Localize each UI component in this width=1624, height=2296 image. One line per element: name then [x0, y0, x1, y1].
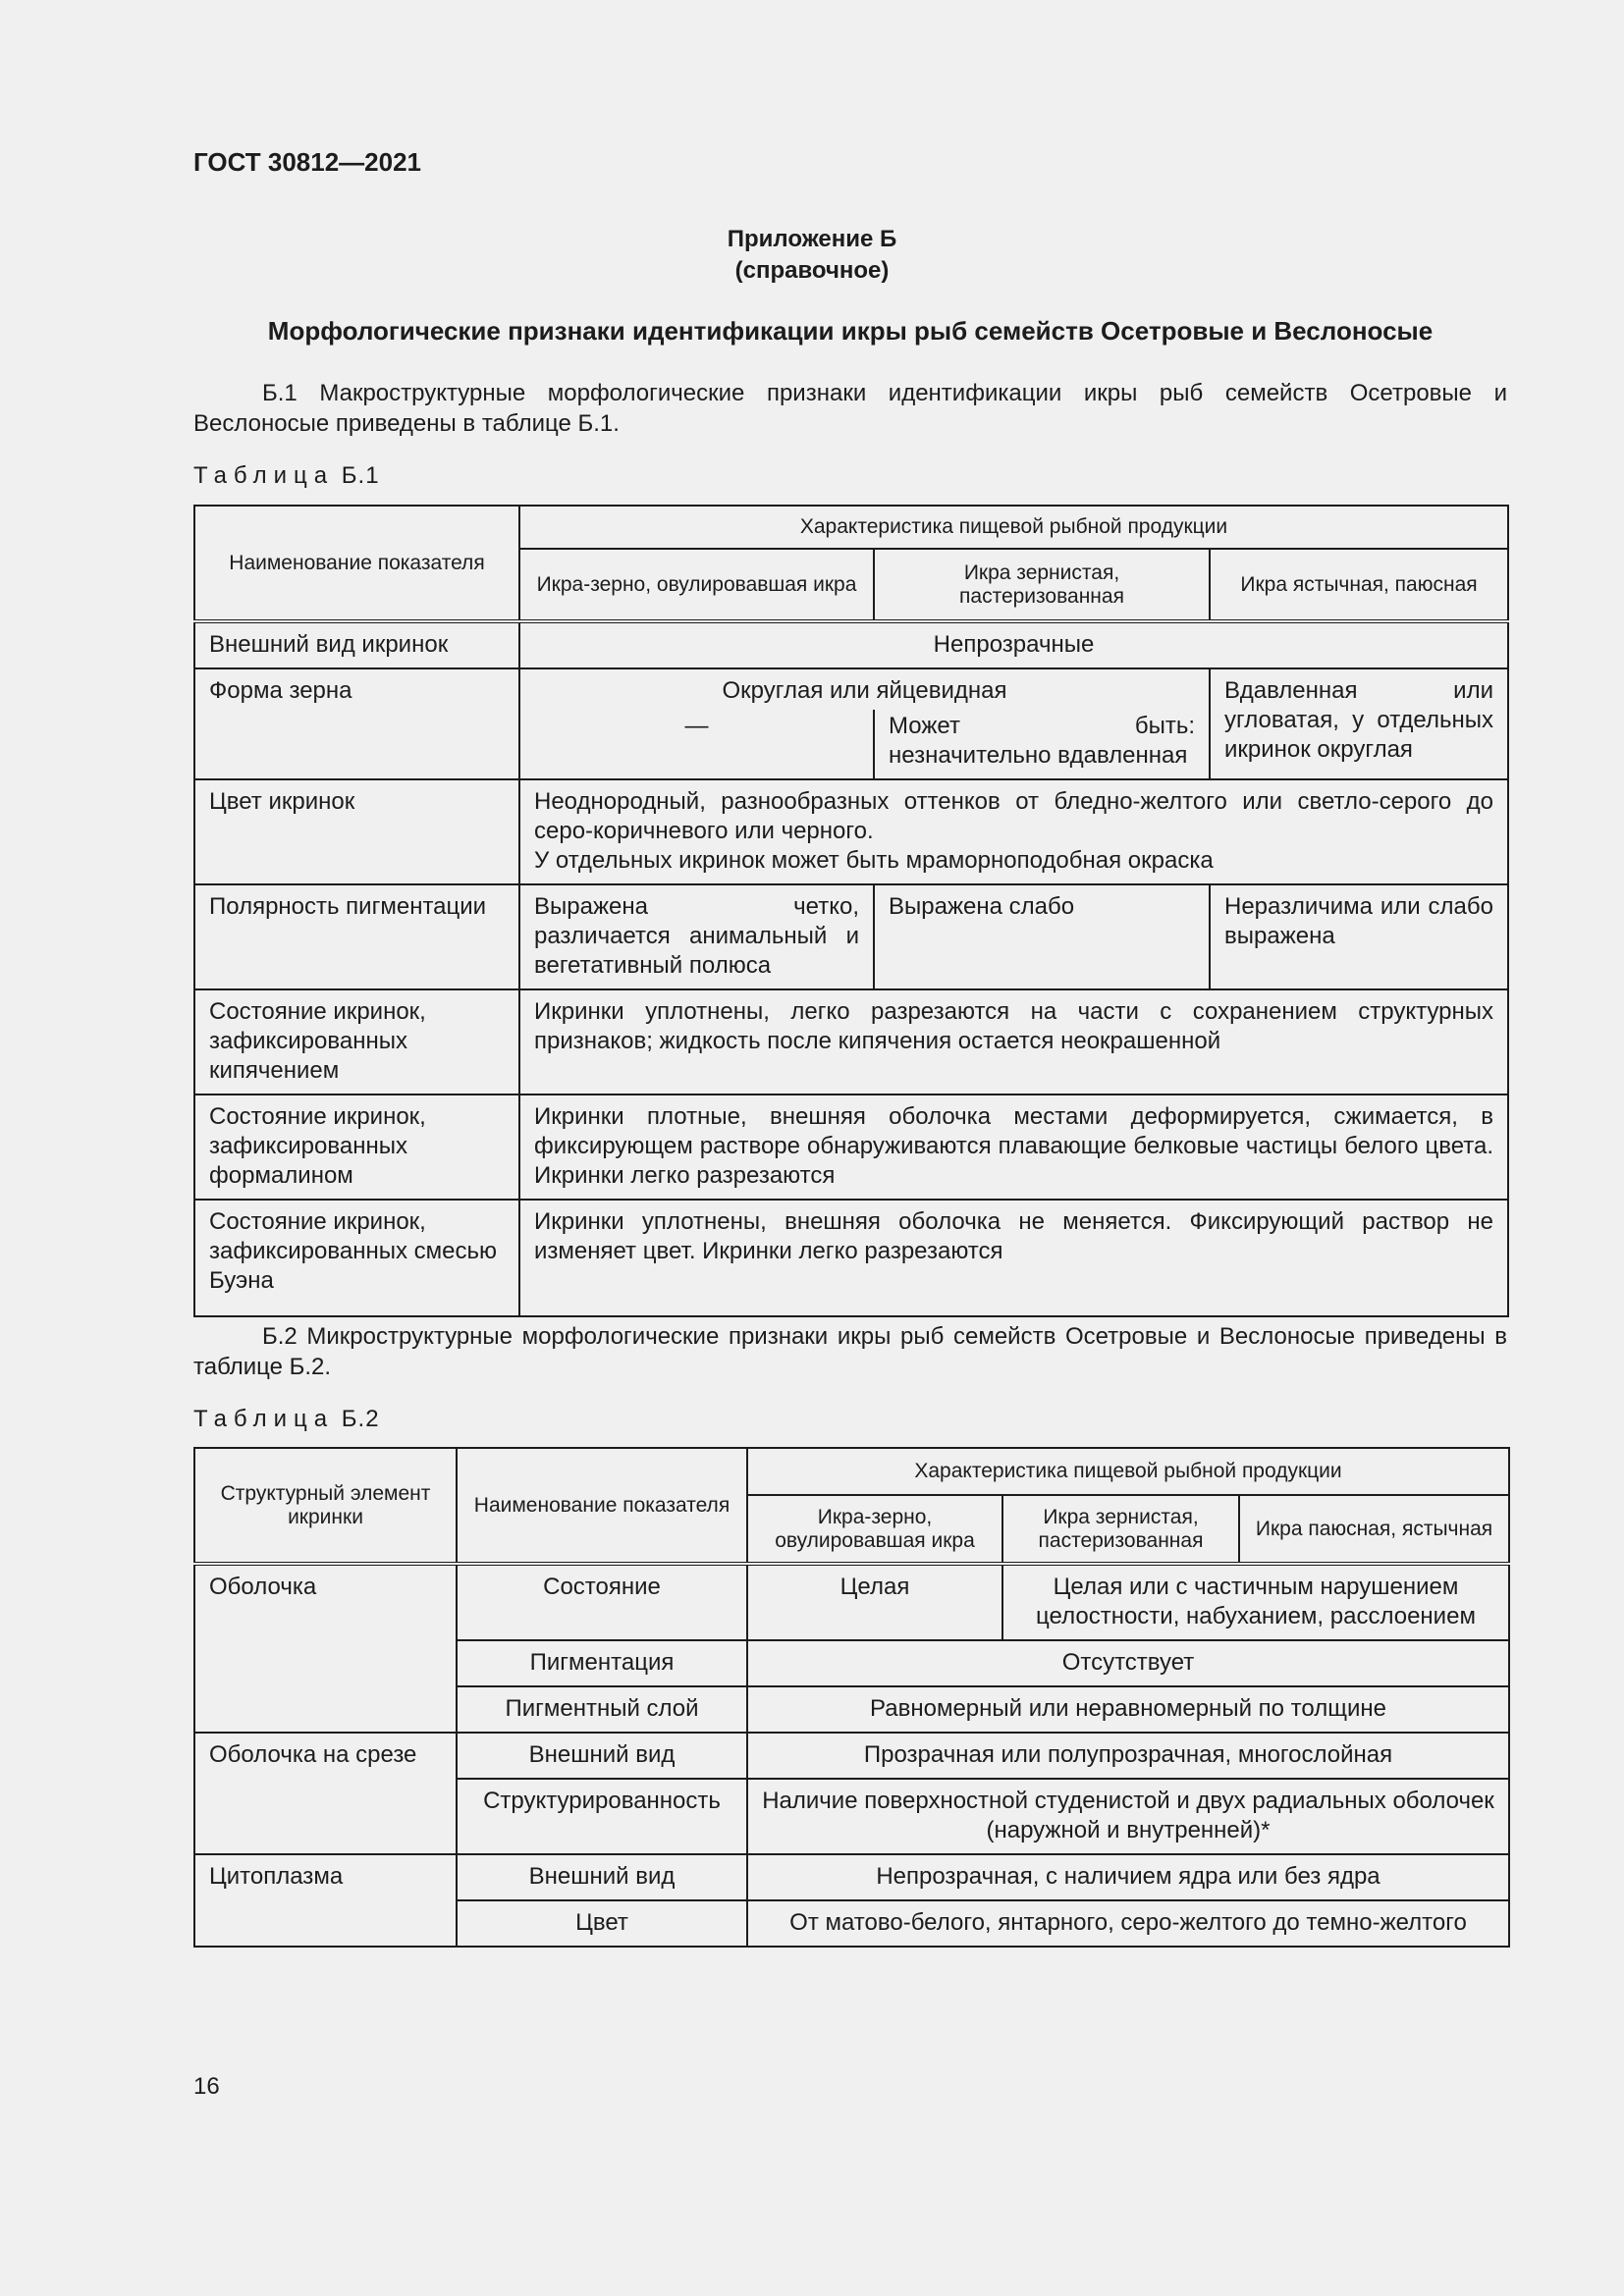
t1-row6-name: Состояние икринок, зафиксированных формалином	[194, 1095, 519, 1200]
t2-row5-indicator: Структурированность	[457, 1779, 747, 1854]
table-row	[194, 1200, 1508, 1316]
table-row	[194, 1095, 1508, 1200]
table-row	[194, 621, 1508, 668]
t2-row3-indicator: Пигментный слой	[457, 1686, 747, 1733]
t1-head-col2: Икра зернистая, пастеризованная	[874, 549, 1210, 621]
table-row	[194, 989, 1508, 1095]
t1-row4-col3: Неразличима или слабо выражена	[1210, 884, 1508, 989]
t1-row3-line1: Неоднородный, разнообразных оттенков от бледно-желтого или светло-серого до серо-коричневого или черного.	[534, 788, 1493, 844]
t2-row7-indicator: Цвет	[457, 1900, 747, 1947]
t1-row3-value	[519, 779, 1508, 884]
table1-caption-word: Таблица	[193, 462, 335, 489]
t2-row6-indicator: Внешний вид	[457, 1854, 747, 1900]
t2-head-indicator: Наименование показателя	[457, 1448, 747, 1564]
t1-row5-name: Состояние икринок, зафиксированных кипячением	[194, 989, 519, 1095]
table2-caption	[193, 1406, 380, 1433]
t1-row5-value: Икринки уплотнены, легко разрезаются на части с сохранением структурных признаков; жидкость после кипячения остается неокрашенной	[519, 989, 1508, 1095]
t1-row2-name: Форма зерна	[194, 668, 519, 779]
paragraph-b1: Б.1 Макроструктурные морфологические признаки идентификации икры рыб семейств Осетровые и Веслоносые приведены в таблице Б.1.	[193, 380, 1507, 437]
table-row	[194, 668, 1508, 710]
annex-title: Приложение Б	[727, 226, 897, 252]
t2-row7-value: От матово-белого, янтарного, серо-желтого до темно-желтого	[747, 1900, 1509, 1947]
annex-type: (справочное)	[734, 257, 890, 284]
t1-row4-col1: Выражена четко, различается анимальный и вегетативный полюса	[519, 884, 874, 989]
t2-head-col3: Икра паюсная, ястычная	[1239, 1495, 1509, 1564]
table-row	[194, 779, 1508, 884]
t2-head-group: Характеристика пищевой рыбной продукции	[747, 1448, 1509, 1495]
t2-head-col2: Икра зернистая, пастеризованная	[1002, 1495, 1239, 1564]
t2-row6-element: Цитоплазма	[194, 1854, 457, 1947]
t1-head-group: Характеристика пищевой рыбной продукции	[519, 506, 1508, 549]
t2-row6-value: Непрозрачная, с наличием ядра или без ядра	[747, 1854, 1509, 1900]
t1-head-indicator: Наименование показателя	[194, 506, 519, 621]
t1-row6-value: Икринки плотные, внешняя оболочка местами деформируется, сжимается, в фиксирующем растворе обнаруживаются плавающие белковые частицы белого цвета. Икринки легко разрезаются	[519, 1095, 1508, 1200]
t1-row3-line2: У отдельных икринок может быть мраморноподобная окраска	[534, 847, 1214, 874]
t2-row4-value: Прозрачная или полупрозрачная, многослойная	[747, 1733, 1509, 1779]
t1-row4-col2: Выражена слабо	[874, 884, 1210, 989]
table-row	[194, 1854, 1509, 1900]
t2-head-element: Структурный элемент икринки	[194, 1448, 457, 1564]
table-b1	[193, 505, 1509, 1317]
t2-row4-element: Оболочка на срезе	[194, 1733, 457, 1854]
t2-row2-value: Отсутствует	[747, 1640, 1509, 1686]
t2-row1-col23: Целая или с частичным нарушением целостности, набуханием, расслоением	[1002, 1564, 1509, 1640]
t1-row7-value: Икринки уплотнены, внешняя оболочка не меняется. Фиксирующий раствор не изменяет цвет. Икринки легко разрезаются	[519, 1200, 1508, 1316]
t1-row3-name: Цвет икринок	[194, 779, 519, 884]
t1-head-col1: Икра-зерно, овулировавшая икра	[519, 549, 874, 621]
table1-caption-number: Б.1	[341, 462, 380, 489]
section-title: Морфологические признаки идентификации икры рыб семейств Осетровые и Веслоносые	[267, 316, 1434, 346]
t1-head-col3: Икра ястычная, паюсная	[1210, 549, 1508, 621]
table-row	[194, 1564, 1509, 1640]
document-code: ГОСТ 30812—2021	[193, 147, 421, 177]
table-row	[194, 884, 1508, 989]
t2-row5-value: Наличие поверхностной студенистой и двух радиальных оболочек (наружной и внутренней)*	[747, 1779, 1509, 1854]
annex-heading	[0, 224, 1624, 287]
t1-row2-shape: Округлая или яйцевидная	[519, 668, 1210, 710]
t1-row1-name: Внешний вид икринок	[194, 621, 519, 668]
t1-row7-name: Состояние икринок, зафиксированных смесью Буэна	[194, 1200, 519, 1316]
t2-row4-indicator: Внешний вид	[457, 1733, 747, 1779]
table2-caption-word: Таблица	[193, 1406, 335, 1432]
table1-caption	[193, 462, 380, 490]
t1-row2-col1: —	[519, 710, 874, 779]
t1-row2-col2: Может быть: незначительно вдавленная	[874, 710, 1210, 779]
t2-row1-indicator: Состояние	[457, 1564, 747, 1640]
table2-caption-number: Б.2	[341, 1406, 380, 1432]
table-b2	[193, 1447, 1510, 1948]
t2-row1-element: Оболочка	[194, 1564, 457, 1733]
t1-row2-col3: Вдавленная или угловатая, у отдельных икринок округлая	[1210, 668, 1508, 779]
t2-row2-indicator: Пигментация	[457, 1640, 747, 1686]
t1-row1-value: Непрозрачные	[519, 621, 1508, 668]
table-row	[194, 1733, 1509, 1779]
page-number: 16	[193, 2073, 220, 2100]
t2-row1-col1: Целая	[747, 1564, 1002, 1640]
paragraph-b2: Б.2 Микроструктурные морфологические признаки икры рыб семейств Осетровые и Веслоносые приведены в таблице Б.2.	[193, 1323, 1507, 1380]
t2-row3-value: Равномерный или неравномерный по толщине	[747, 1686, 1509, 1733]
t2-head-col1: Икра-зерно, овулировавшая икра	[747, 1495, 1002, 1564]
t1-row4-name: Полярность пигментации	[194, 884, 519, 989]
